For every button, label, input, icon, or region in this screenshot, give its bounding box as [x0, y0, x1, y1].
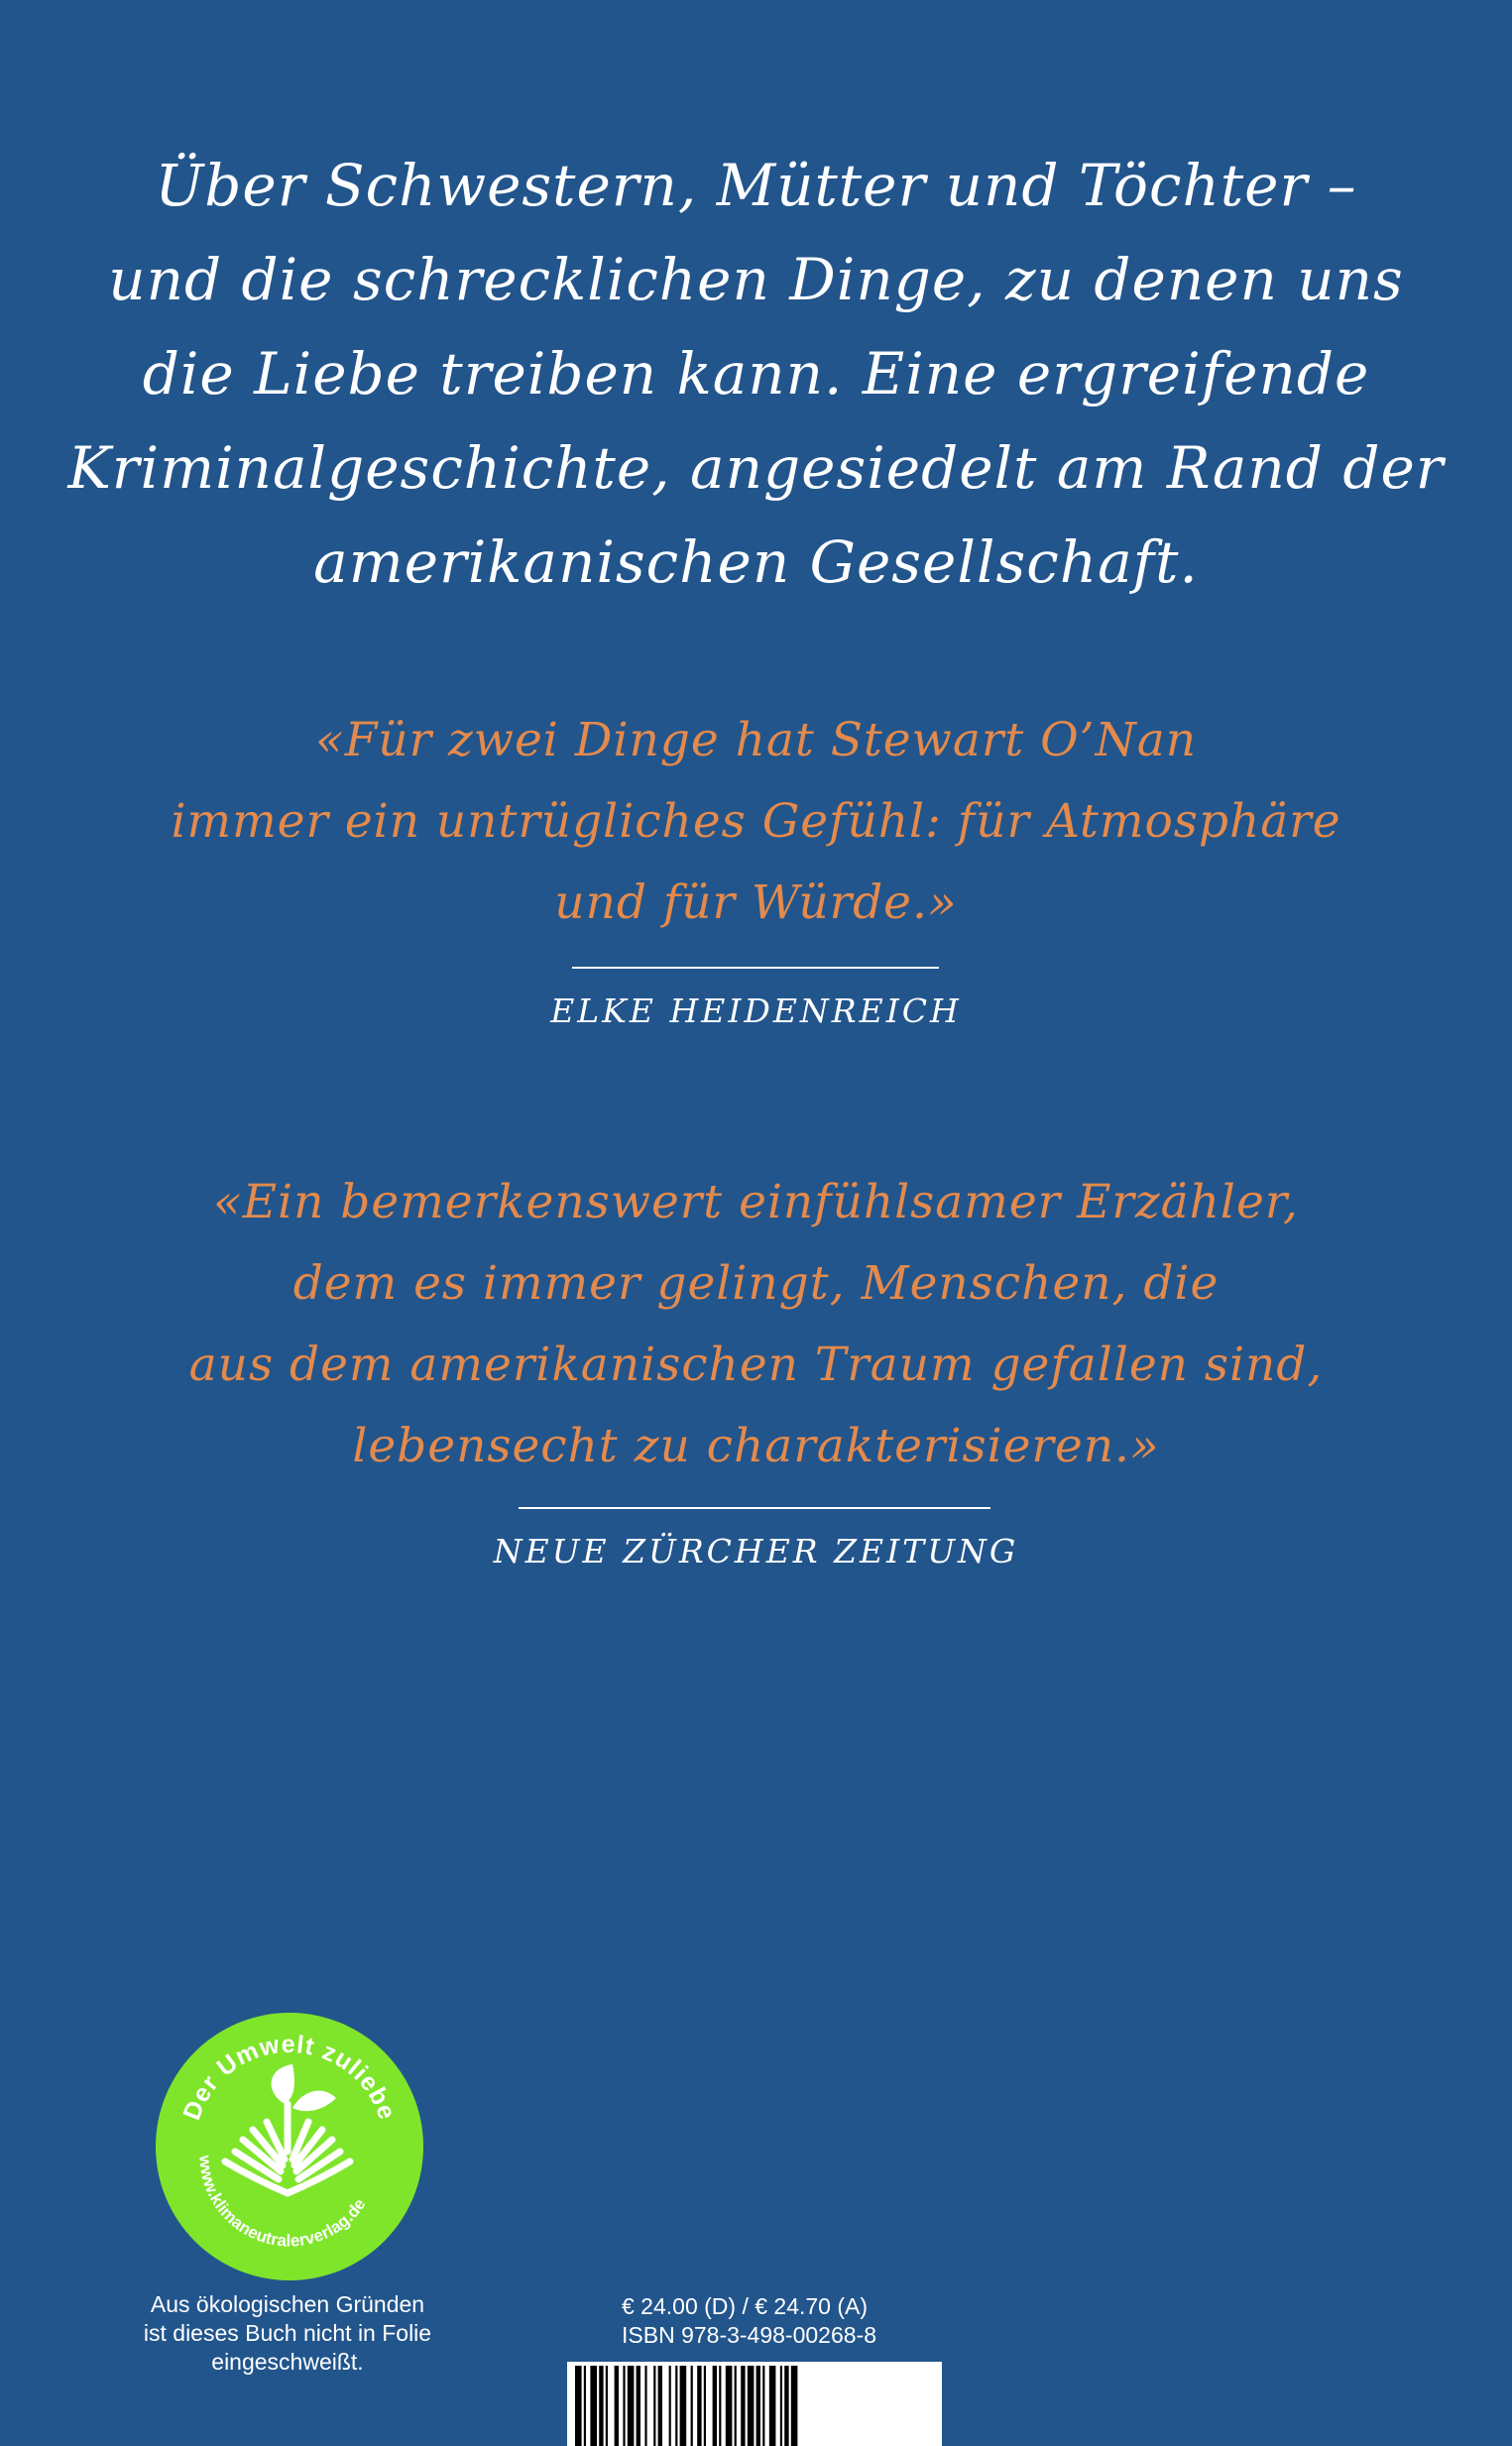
quote-source-heidenreich: ELKE HEIDENREICH	[550, 991, 962, 1030]
eco-badge-graphic	[156, 2013, 423, 2280]
barcode-bar	[719, 2366, 721, 2446]
quote-line: «Ein bemerkenswert einfühlsamer Erzähler,	[212, 1175, 1299, 1229]
barcode-bar	[653, 2366, 655, 2446]
review-quote-nzz	[0, 1162, 1512, 1487]
quote-line: lebensecht zu charakterisieren.»	[352, 1419, 1160, 1473]
barcode-bar	[769, 2366, 776, 2446]
barcode-bar	[791, 2366, 798, 2446]
blurb-line: Über Schwestern, Mütter und Töchter –	[155, 152, 1357, 219]
barcode-bar	[741, 2366, 745, 2446]
barcode-bar	[637, 2366, 640, 2446]
barcode-bar	[680, 2366, 687, 2446]
eco-badge-bottom-text: www.klimaneutralerverlag.de	[195, 2155, 370, 2251]
barcode-bar	[615, 2366, 619, 2446]
blurb-line: die Liebe treiben kann. Eine ergreifende	[142, 340, 1370, 408]
blurb-line: und die schrecklichen Dinge, zu denen uns	[108, 246, 1404, 313]
barcode-bar	[644, 2366, 646, 2446]
quote-line: und für Würde.»	[554, 875, 958, 930]
quote-source-nzz: NEUE ZÜRCHER ZEITUNG	[493, 1532, 1019, 1571]
price-text: € 24.00 (D) / € 24.70 (A)	[622, 2293, 869, 2319]
barcode-bar	[697, 2366, 701, 2446]
barcode-bar	[726, 2366, 733, 2446]
barcode-bar	[590, 2366, 597, 2446]
quote-divider	[572, 967, 939, 969]
barcode-bar	[735, 2366, 737, 2446]
quote-divider	[519, 1507, 990, 1509]
barcode-bar	[575, 2366, 582, 2446]
blurb	[0, 139, 1512, 610]
blurb-line: amerikanischen Gesellschaft.	[313, 528, 1199, 596]
barcode-graphic	[567, 2362, 942, 2446]
barcode-bar	[748, 2366, 755, 2446]
barcode-bar	[606, 2366, 608, 2446]
barcode-bar	[669, 2366, 671, 2446]
blurb-line: Kriminalgeschichte, angesiedelt am Rand der	[67, 434, 1445, 502]
quote-line: dem es immer gelingt, Menschen, die	[292, 1256, 1220, 1311]
eco-caption-line: Aus ökologischen Gründen	[150, 2291, 425, 2317]
barcode-bar	[658, 2366, 662, 2446]
eco-caption-line: ist dieses Buch nicht in Folie	[143, 2320, 432, 2346]
quote-line: «Für zwei Dinge hat Stewart O’Nan	[314, 713, 1198, 767]
price-block	[622, 2292, 876, 2350]
book-leaf-icon	[225, 2064, 350, 2193]
barcode	[567, 2362, 942, 2446]
review-quote-heidenreich	[0, 700, 1512, 944]
eco-caption	[89, 2290, 486, 2377]
barcode-bar	[780, 2366, 782, 2446]
barcode-bar	[675, 2366, 677, 2446]
barcode-bar	[691, 2366, 693, 2446]
barcode-bar	[762, 2366, 764, 2446]
isbn-text: ISBN 978-3-498-00268-8	[622, 2322, 876, 2348]
barcode-bar	[623, 2366, 625, 2446]
barcode-bar	[704, 2366, 706, 2446]
barcode-bar	[599, 2366, 603, 2446]
barcode-bar	[756, 2366, 760, 2446]
barcode-bar	[713, 2366, 717, 2446]
eco-badge-top-text: Der Umwelt zuliebe	[177, 2030, 402, 2124]
eco-caption-line: eingeschweißt.	[211, 2349, 364, 2375]
eco-badge	[156, 2013, 423, 2280]
barcode-bar	[784, 2366, 788, 2446]
barcode-bar	[584, 2366, 586, 2446]
quote-line: aus dem amerikanischen Traum gefallen sind,	[188, 1338, 1324, 1392]
barcode-bar	[628, 2366, 635, 2446]
quote-line: immer ein untrügliches Gefühl: für Atmosphäre	[171, 794, 1341, 849]
